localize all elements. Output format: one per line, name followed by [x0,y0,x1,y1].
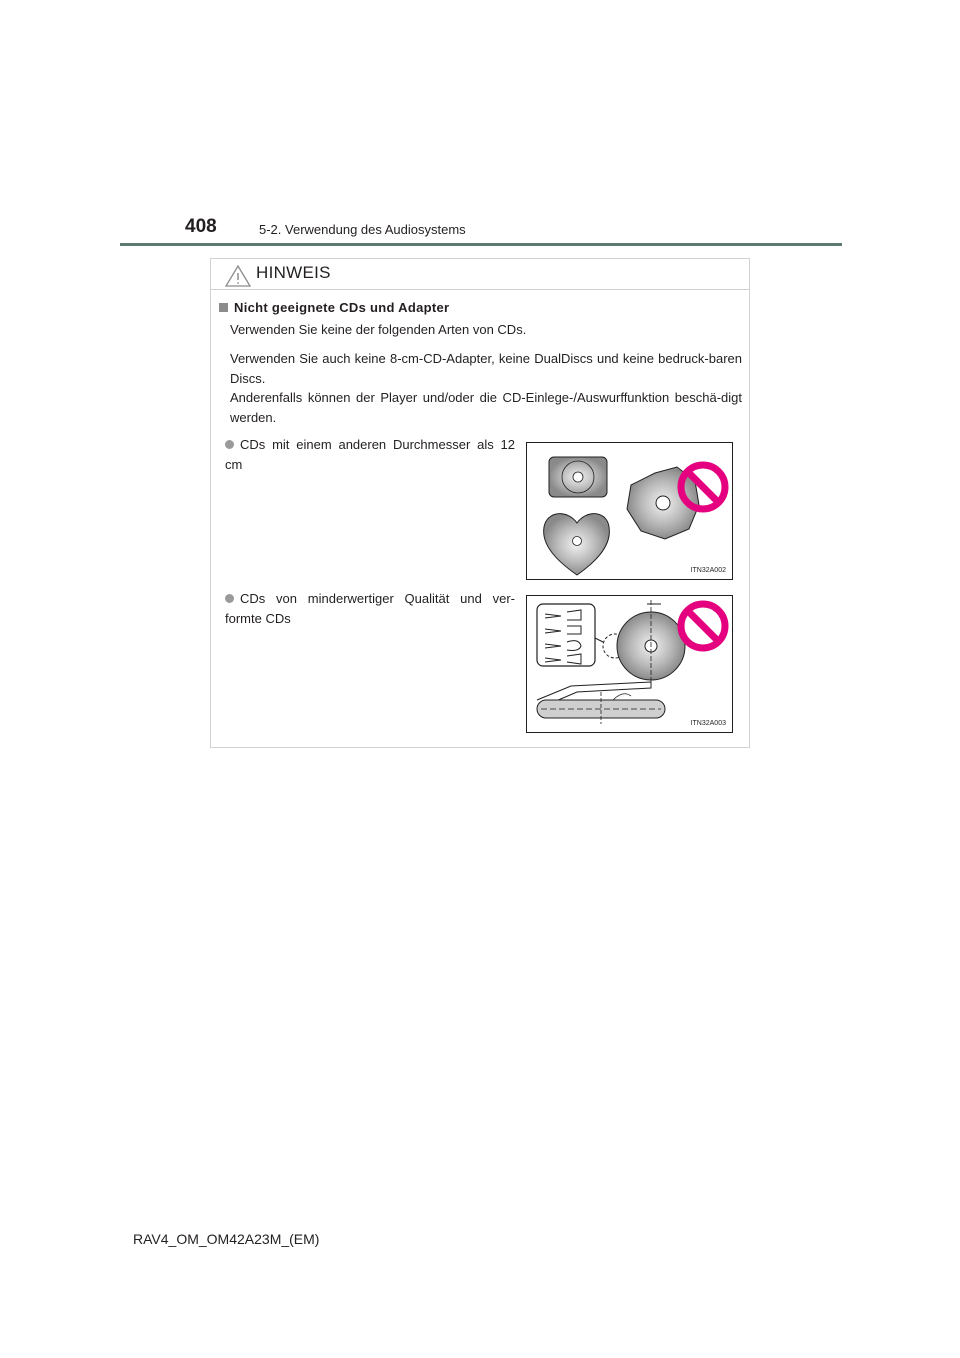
figure-deformed-cds [526,595,733,733]
notice-heading [219,300,449,315]
paragraph: Verwenden Sie keine der folgenden Arten von CDs. [230,322,527,337]
list-item-text: CDs von minderwertiger Qualität und ver-formte CDs [225,591,515,626]
notice-header [211,259,749,290]
square-bullet-icon [219,303,228,312]
bullet-dot-icon [225,594,234,603]
footer-doc-id: RAV4_OM_OM42A23M_(EM) [133,1231,320,1247]
list-item [225,435,515,475]
list-item-text: CDs mit einem anderen Durchmesser als 12 cm [225,437,515,472]
section-title: 5-2. Verwendung des Audiosystems [259,222,466,237]
prohibition-icon [681,604,725,648]
notice-box [210,258,750,748]
deformed-cds-illustration [527,596,734,734]
warning-triangle-icon [225,265,251,287]
paragraph: Verwenden Sie auch keine 8-cm-CD-Adapter, keine DualDiscs und keine bedruck-baren Discs. [230,351,742,386]
figure-id: ITN32A002 [690,567,726,574]
paragraph: Anderenfalls können der Player und/oder die CD-Einlege-/Auswurffunktion beschä-digt werden. [230,390,742,425]
figure-odd-shaped-cds [526,442,733,580]
list-item [225,589,515,629]
bullet-dot-icon [225,440,234,449]
odd-shaped-cds-illustration [527,443,734,581]
figure-id: ITN32A003 [690,720,726,727]
header-rule [120,243,842,246]
notice-heading-text: Nicht geeignete CDs und Adapter [234,300,450,315]
notice-title: HINWEIS [256,263,331,282]
page-number: 408 [185,216,217,237]
